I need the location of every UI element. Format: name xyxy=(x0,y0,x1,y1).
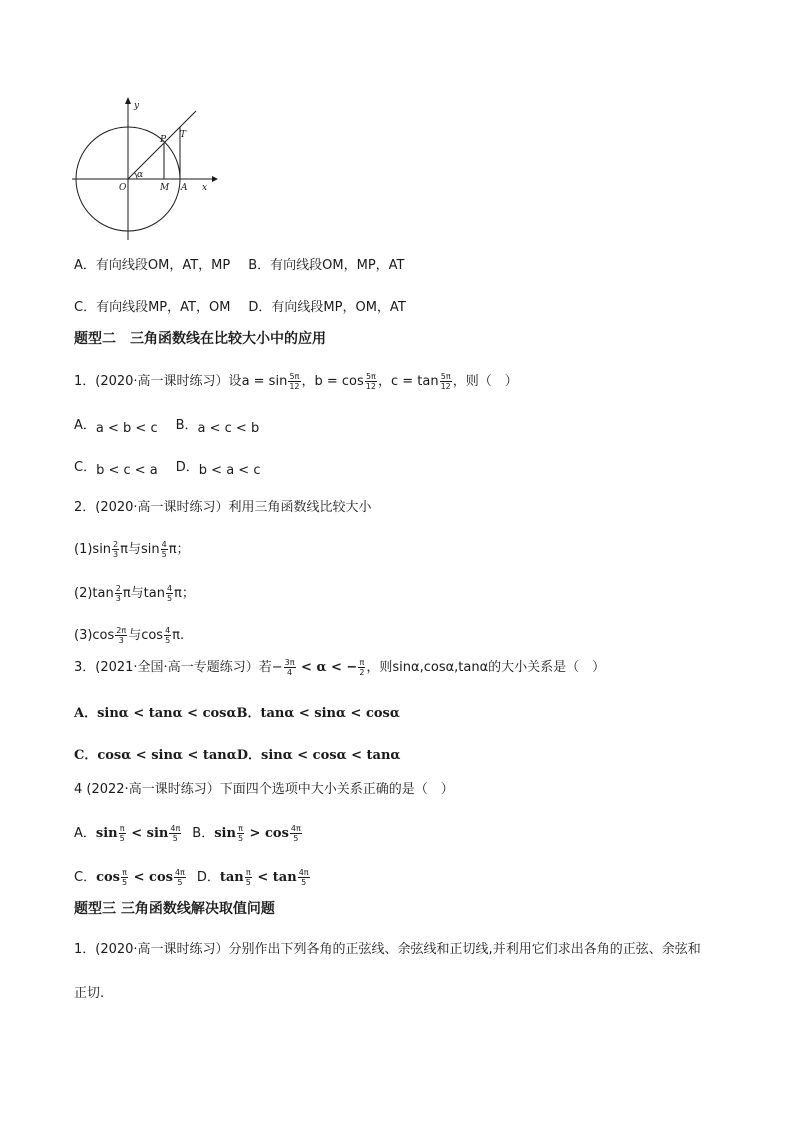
q1-suffix: ，则（ ） xyxy=(452,374,518,389)
q2-part1 xyxy=(74,540,190,560)
q1-option-d: b < a < c xyxy=(198,463,261,478)
q0-option-b: B．有向线段OM，MP，AT xyxy=(248,258,405,273)
label-A: A xyxy=(181,183,188,193)
q1-prefix: 1．(2020·高一课时练习）设 xyxy=(74,374,242,389)
q3-frac1: $\frac{3\pi}{4}$ xyxy=(284,658,295,677)
q2-p2-frac2: $\frac{4}{5}$ xyxy=(166,584,173,603)
q4-a-frac1: $\frac{\pi}{5}$ xyxy=(119,824,125,843)
q3-neg: − xyxy=(271,660,283,675)
q2-p3-frac1: $\frac{2\pi}{3}$ xyxy=(116,626,127,645)
q4-option-a-label: A． xyxy=(74,826,96,841)
q3-frac2: $\frac{\pi}{2}$ xyxy=(359,658,365,677)
q2-p1-frac2: $\frac{4}{5}$ xyxy=(161,540,167,559)
q2-p1-pre: (1)sin xyxy=(74,542,112,557)
q0-option-d: D．有向线段MP，OM，AT xyxy=(248,300,406,315)
q4-option-b-label: B． xyxy=(192,826,215,841)
q0-option-c: C．有向线段MP，AT，OM xyxy=(74,300,231,315)
q5-line1: 1．(2020·高一课时练习）分别作出下列各角的正弦线、余弦线和正切线,并利用它们求出各角的正弦、余弦和 xyxy=(74,942,701,957)
q4-b-cos: cos xyxy=(264,826,289,841)
q4-options-cd xyxy=(74,868,311,888)
unit-circle-figure xyxy=(66,94,226,244)
q4-d-tan1: tan xyxy=(219,870,244,885)
q4-c-cos1: cos xyxy=(96,870,120,885)
q4-c-cos2: cos xyxy=(149,870,173,885)
q2-part2 xyxy=(74,584,195,604)
terminal-ray xyxy=(128,111,196,179)
q1-frac-a: $\frac{5\pi}{12}$ xyxy=(289,372,300,391)
q0-option-a: A．有向线段OM，AT，MP xyxy=(74,258,231,273)
q1-options-ab xyxy=(74,416,259,436)
q4-b-frac1: $\frac{\pi}{5}$ xyxy=(237,824,244,843)
label-P: P xyxy=(160,135,167,145)
q4-a-lt: < xyxy=(126,826,147,841)
q1-option-d-label: D． xyxy=(175,460,199,475)
q3-options-cd: C．cosα < sinα < tanαD．sinα < cosα < tanα xyxy=(74,748,401,763)
label-T: T xyxy=(180,130,187,140)
q4-a-sin2: sin xyxy=(146,826,169,841)
q2-part3 xyxy=(74,626,184,646)
q4-d-frac1: $\frac{\pi}{5}$ xyxy=(245,868,251,887)
q0-options-ab xyxy=(74,256,404,276)
q4-b-sin: sin xyxy=(214,826,236,841)
q1-option-c: b < c < a xyxy=(96,463,158,478)
q5-line2: 正切. xyxy=(74,986,105,1001)
y-axis-arrow xyxy=(125,97,131,104)
q2-p3-mid: 与cos xyxy=(128,628,164,643)
q4-c-lt: < xyxy=(129,870,150,885)
q2-p3-frac2: $\frac{4}{5}$ xyxy=(165,626,171,645)
q3-prefix: 3．(2021·全国·高一专题练习）若 xyxy=(74,660,272,675)
q2-stem: 2．(2020·高一课时练习）利用三角函数线比较大小 xyxy=(74,500,372,515)
q2-p1-mid: π与sin xyxy=(120,542,160,557)
q2-p1-end: π； xyxy=(168,542,190,557)
label-y: y xyxy=(134,101,140,111)
q3-stem xyxy=(74,658,605,678)
q0-options-cd xyxy=(74,298,406,318)
q4-stem: 4 (2022·高一课时练习）下面四个选项中大小关系正确的是（ ） xyxy=(74,782,454,797)
section3-title: 题型三 三角函数线解决取值问题 xyxy=(74,901,275,917)
q2-p3-pre: (3)cos xyxy=(74,628,115,643)
q3-suffix: ，则sinα,cosα,tanα的大小关系是（ ） xyxy=(366,660,606,675)
label-M: M xyxy=(160,183,170,193)
q1-option-b-label: B． xyxy=(175,418,198,433)
q1-a: a = sin xyxy=(241,374,288,389)
q2-p2-end: π； xyxy=(174,586,195,601)
q4-a-sin1: sin xyxy=(95,826,118,841)
q3-options-ab: A．sinα < tanα < cosαB．tanα < sinα < cosα xyxy=(74,706,400,721)
x-axis-arrow xyxy=(212,176,218,182)
q2-p2-pre: (2)tan xyxy=(74,586,114,601)
section2-title: 题型二 三角函数线在比较大小中的应用 xyxy=(74,331,326,347)
q3-inequality: < α < − xyxy=(296,660,358,675)
q4-d-tan2: tan xyxy=(272,870,297,885)
label-alpha: α xyxy=(137,170,144,180)
q2-p3-end: π. xyxy=(172,628,185,643)
q1-option-c-label: C． xyxy=(74,460,97,475)
q2-p1-frac1: $\frac{2}{3}$ xyxy=(113,540,119,559)
q1-stem xyxy=(74,372,518,392)
q4-d-frac2: $\frac{4\pi}{5}$ xyxy=(298,868,309,887)
q1-frac-c: $\frac{5\pi}{12}$ xyxy=(440,372,451,391)
q4-option-c-label: C． xyxy=(74,870,97,885)
q1-option-a: a < b < c xyxy=(95,421,158,436)
q4-options-ab xyxy=(74,824,303,844)
q2-p2-frac1: $\frac{2}{3}$ xyxy=(115,584,121,603)
q1-option-b: a < c < b xyxy=(197,421,260,436)
q1-option-a-label: A． xyxy=(74,418,96,433)
label-O: O xyxy=(119,183,127,193)
q4-b-gt: > xyxy=(245,826,265,841)
q2-p2-mid: π与tan xyxy=(122,586,165,601)
q4-c-frac1: $\frac{\pi}{5}$ xyxy=(121,868,128,887)
q1-options-cd xyxy=(74,458,260,478)
label-x: x xyxy=(202,183,208,193)
q4-c-frac2: $\frac{4\pi}{5}$ xyxy=(174,868,185,887)
q4-a-frac2: $\frac{4\pi}{5}$ xyxy=(170,824,181,843)
q1-frac-b: $\frac{5\pi}{12}$ xyxy=(365,372,376,391)
q4-b-frac2: $\frac{4\pi}{5}$ xyxy=(290,824,301,843)
q1-c: ，c = tan xyxy=(377,374,439,389)
q4-option-d-label: D． xyxy=(196,870,220,885)
q1-b: ，b = cos xyxy=(301,374,364,389)
q4-d-lt: < xyxy=(252,870,273,885)
